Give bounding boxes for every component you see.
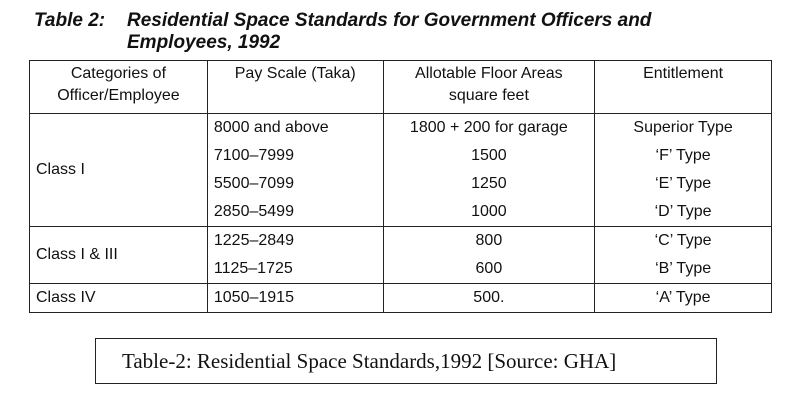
floor-area-cell: 1000 [383, 198, 595, 227]
header-floor-area: Allotable Floor Areas square feet [383, 61, 595, 114]
entitlement-cell: ‘D’ Type [595, 198, 772, 227]
header-entitlement: Entitlement [595, 61, 772, 114]
header-pay-scale: Pay Scale (Taka) [207, 61, 383, 114]
pay-scale-cell: 7100–7999 [207, 142, 383, 170]
floor-area-cell: 500. [383, 284, 595, 313]
floor-area-cell: 1800 + 200 for garage [383, 114, 595, 143]
entitlement-cell: ‘A’ Type [595, 284, 772, 313]
category-cell: Class IV [30, 284, 208, 313]
header-row [30, 61, 772, 114]
header-category: Categories of Officer/Employee [30, 61, 208, 114]
table-number: Table 2: [34, 10, 106, 31]
pay-scale-cell: 1050–1915 [207, 284, 383, 313]
pay-scale-cell: 8000 and above [207, 114, 383, 143]
table-title [34, 10, 734, 54]
source-caption: Table-2: Residential Space Standards,1992 [Source: GHA] [95, 338, 717, 384]
title-line-1: Residential Space Standards for Government Officers and [127, 10, 652, 31]
pay-scale-cell: 1125–1725 [207, 255, 383, 284]
floor-area-cell: 1250 [383, 170, 595, 198]
pay-scale-cell: 1225–2849 [207, 227, 383, 256]
pay-scale-cell: 2850–5499 [207, 198, 383, 227]
entitlement-cell: ‘C’ Type [595, 227, 772, 256]
entitlement-cell: ‘E’ Type [595, 170, 772, 198]
floor-area-cell: 800 [383, 227, 595, 256]
entitlement-cell: Superior Type [595, 114, 772, 143]
entitlement-cell: ‘B’ Type [595, 255, 772, 284]
category-cell: Class I [30, 114, 208, 227]
category-cell: Class I & III [30, 227, 208, 284]
table-row [30, 227, 772, 256]
entitlement-cell: ‘F’ Type [595, 142, 772, 170]
space-standards-table [29, 60, 772, 313]
pay-scale-cell: 5500–7099 [207, 170, 383, 198]
floor-area-cell: 600 [383, 255, 595, 284]
table-row [30, 284, 772, 313]
floor-area-cell: 1500 [383, 142, 595, 170]
table-row [30, 114, 772, 143]
title-line-2: Employees, 1992 [127, 32, 281, 53]
